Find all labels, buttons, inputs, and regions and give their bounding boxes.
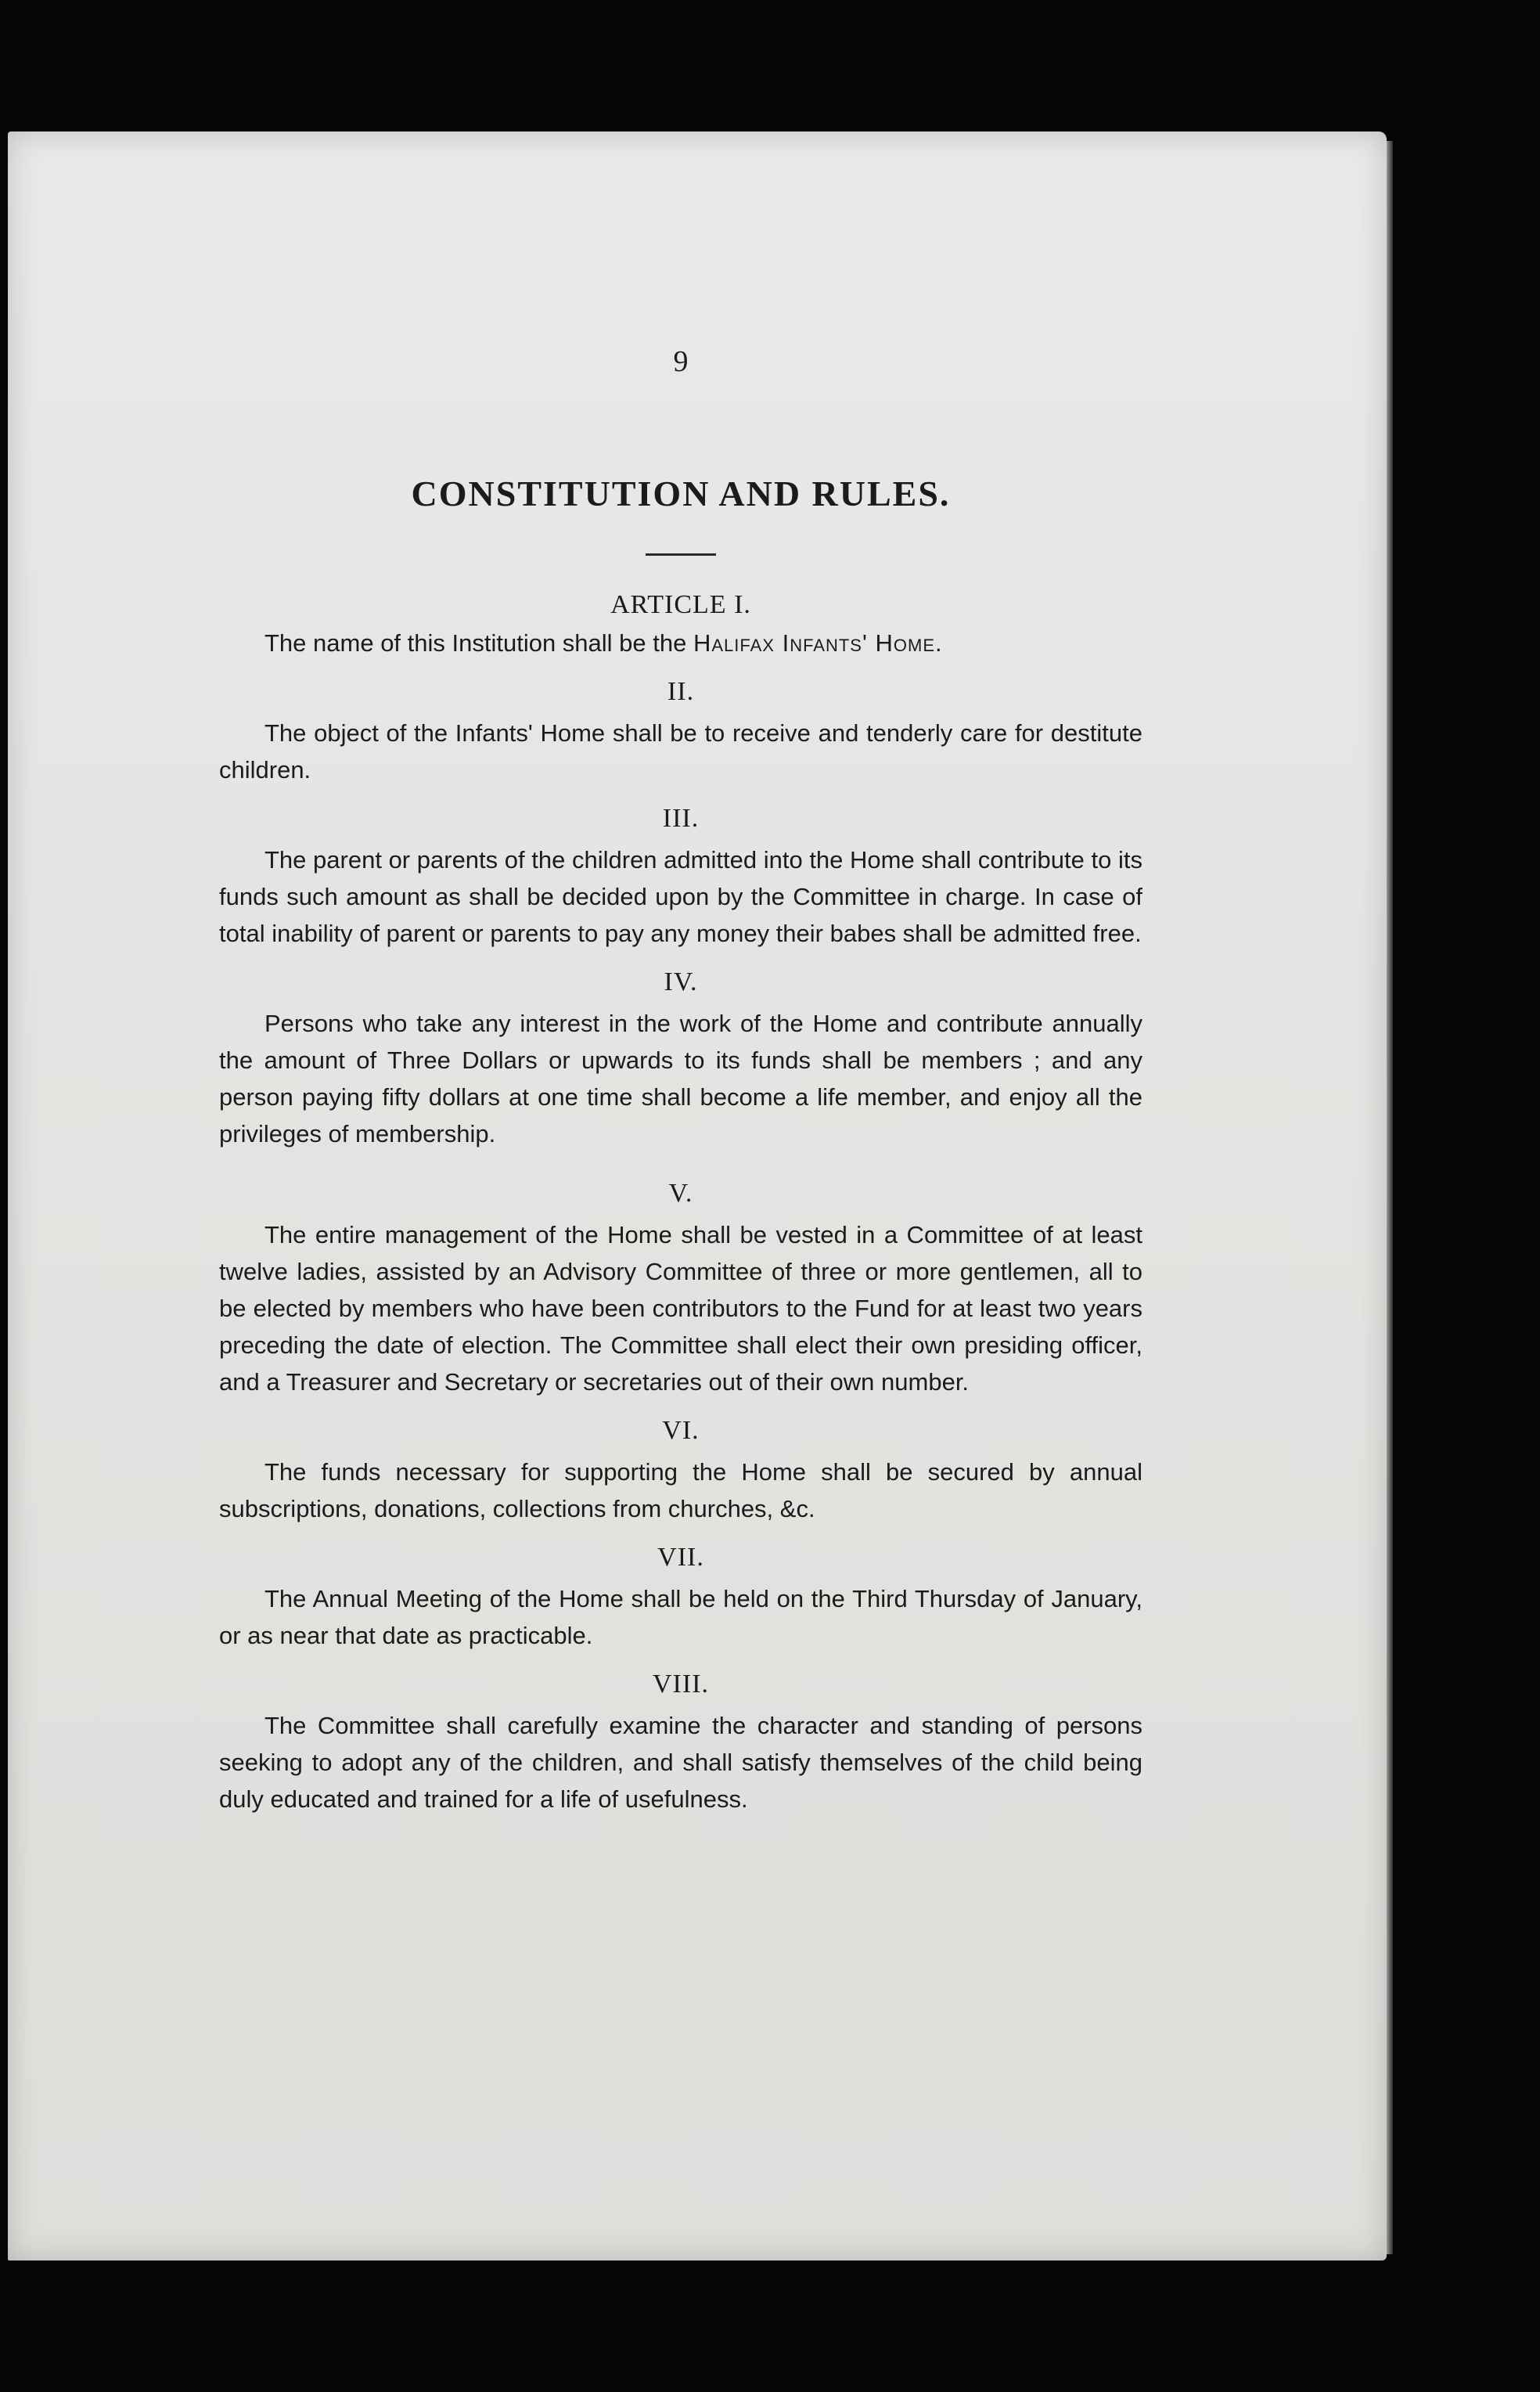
page-edge (1387, 141, 1393, 2254)
article-text: The Committee shall carefully examine the character and standing of persons seeking to adopt any of the children, and shall satisfy themselves of the child being duly educated and trained for a life of usefulness. (219, 1712, 1142, 1813)
article-8 (219, 1670, 1142, 1817)
article-6 (219, 1416, 1142, 1527)
article-3 (219, 804, 1142, 952)
article-heading: VIII. (652, 1670, 710, 1699)
article-text-part: . (935, 629, 942, 657)
article-text: The entire management of the Home shall be vested in a Committee of at least twelve ladies, assisted by an Advisory Committee of three or more gentlemen, all to be elected by members who have been contributors to the Fund for at least two years preceding the date of election. The Committee shall elect their own presiding officer, and a Treasurer and Secretary or secretaries out of their own number. (219, 1221, 1142, 1396)
article-2 (219, 677, 1142, 788)
article-text: The object of the Infants' Home shall be to receive and tenderly care for destitute children. (219, 719, 1142, 784)
article-text: The Annual Meeting of the Home shall be held on the Third Thursday of January, or as near that date as practicable. (219, 1585, 1142, 1649)
page-content (219, 344, 1142, 1833)
title-divider (646, 553, 716, 556)
article-heading: V. (668, 1179, 693, 1208)
article-heading: ARTICLE I. (610, 590, 751, 619)
institution-name: Halifax Infants' Home (693, 629, 936, 657)
article-text: Persons who take any interest in the work of the Home and contribute annually the amount of Three Dollars or upwards to its funds shall be members ; and any person paying fifty dollars at one time shall become a life member, and enjoy all the privileges of membership. (219, 1010, 1142, 1147)
page-number: 9 (673, 345, 689, 378)
article-text: The funds necessary for supporting the Home shall be secured by annual subscriptions, donations, collections from churches, &c. (219, 1458, 1142, 1522)
article-4 (219, 967, 1142, 1152)
article-7 (219, 1543, 1142, 1654)
article-text: The parent or parents of the children admitted into the Home shall contribute to its funds such amount as shall be decided upon by the Committee in charge. In case of total inability of parent or parents to pay any money their babes shall be admitted free. (219, 846, 1142, 947)
article-heading: II. (667, 677, 695, 706)
article-5 (219, 1179, 1142, 1400)
article-heading: VII. (657, 1543, 704, 1572)
article-heading: IV. (664, 967, 698, 996)
page-title: CONSTITUTION AND RULES. (411, 474, 951, 513)
article-heading: VI. (662, 1416, 700, 1445)
article-text-part: The name of this Institution shall be the (264, 629, 693, 657)
article-heading: III. (662, 804, 700, 833)
article-1 (219, 590, 1142, 661)
article-text (219, 625, 1142, 661)
